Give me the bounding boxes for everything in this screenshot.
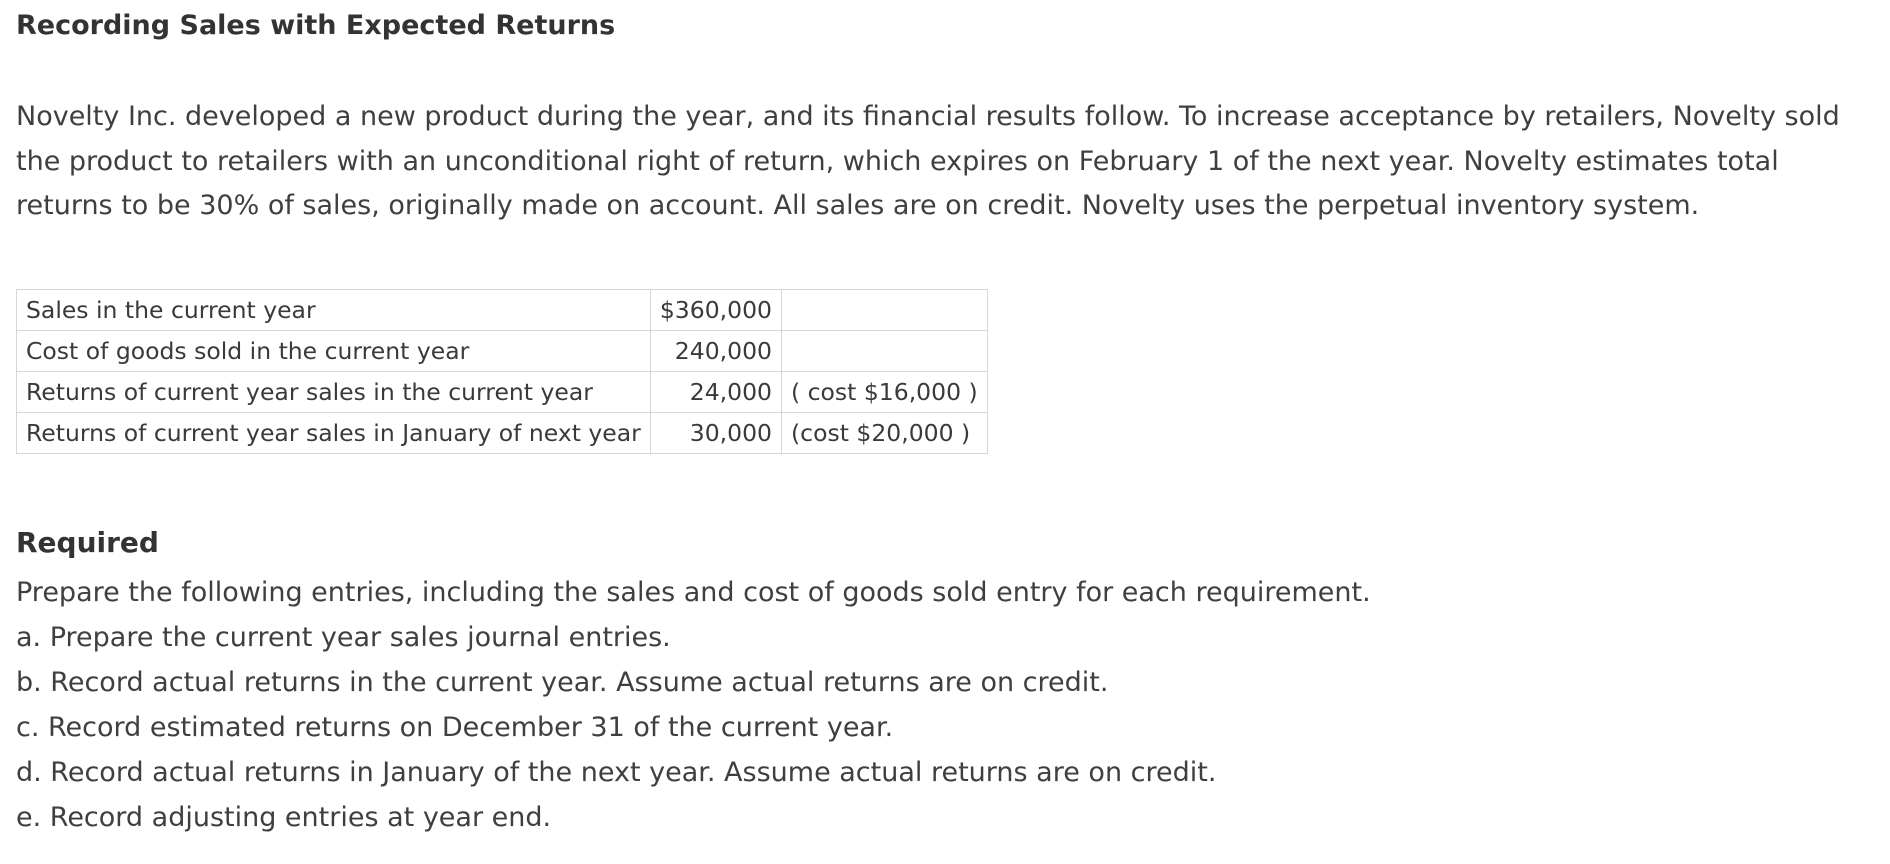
row-amount: 240,000 [650,331,781,372]
row-amount: 30,000 [650,413,781,454]
requirement-item-d: d. Record actual returns in January of the next year. Assume actual returns are on credit. [16,757,1217,788]
requirement-item-a: a. Prepare the current year sales journal entries. [16,622,671,653]
table-row [17,413,988,454]
row-amount: $360,000 [650,290,781,331]
row-amount: 24,000 [650,372,781,413]
intro-line: Novelty Inc. developed a new product during the year, and its financial results follow. To increase acceptance by retailers, Novelty sold [16,101,1840,132]
row-note [781,331,987,372]
financial-results-table [16,289,988,454]
table-row [17,331,988,372]
requirement-item-e: e. Record adjusting entries at year end. [16,802,552,833]
requirement-item-b: b. Record actual returns in the current year. Assume actual returns are on credit. [16,667,1109,698]
table-row [17,290,988,331]
requirement-item-c: c. Record estimated returns on December 31 of the current year. [16,712,894,743]
requirement-intro: Prepare the following entries, including the sales and cost of goods sold entry for each requirement. [16,577,1371,608]
intro-line: the product to retailers with an unconditional right of return, which expires on February 1 of the next year. Novelty estimates total [16,145,1779,177]
row-label: Cost of goods sold in the current year [17,331,651,372]
table-row [17,372,988,413]
intro-paragraph [16,95,1878,229]
required-heading: Required [16,526,159,559]
page-title: Recording Sales with Expected Returns [16,10,616,41]
requirements-list [16,570,1371,840]
row-label: Returns of current year sales in January of next year [17,413,651,454]
row-note: ( cost $16,000 ) [781,372,987,413]
row-label: Sales in the current year [17,290,651,331]
intro-line: returns to be 30% of sales, originally made on account. All sales are on credit. Novelty uses the perpetual inventory system. [16,190,1700,221]
row-label: Returns of current year sales in the current year [17,372,651,413]
row-note [781,290,987,331]
row-note: (cost $20,000 ) [781,413,987,454]
